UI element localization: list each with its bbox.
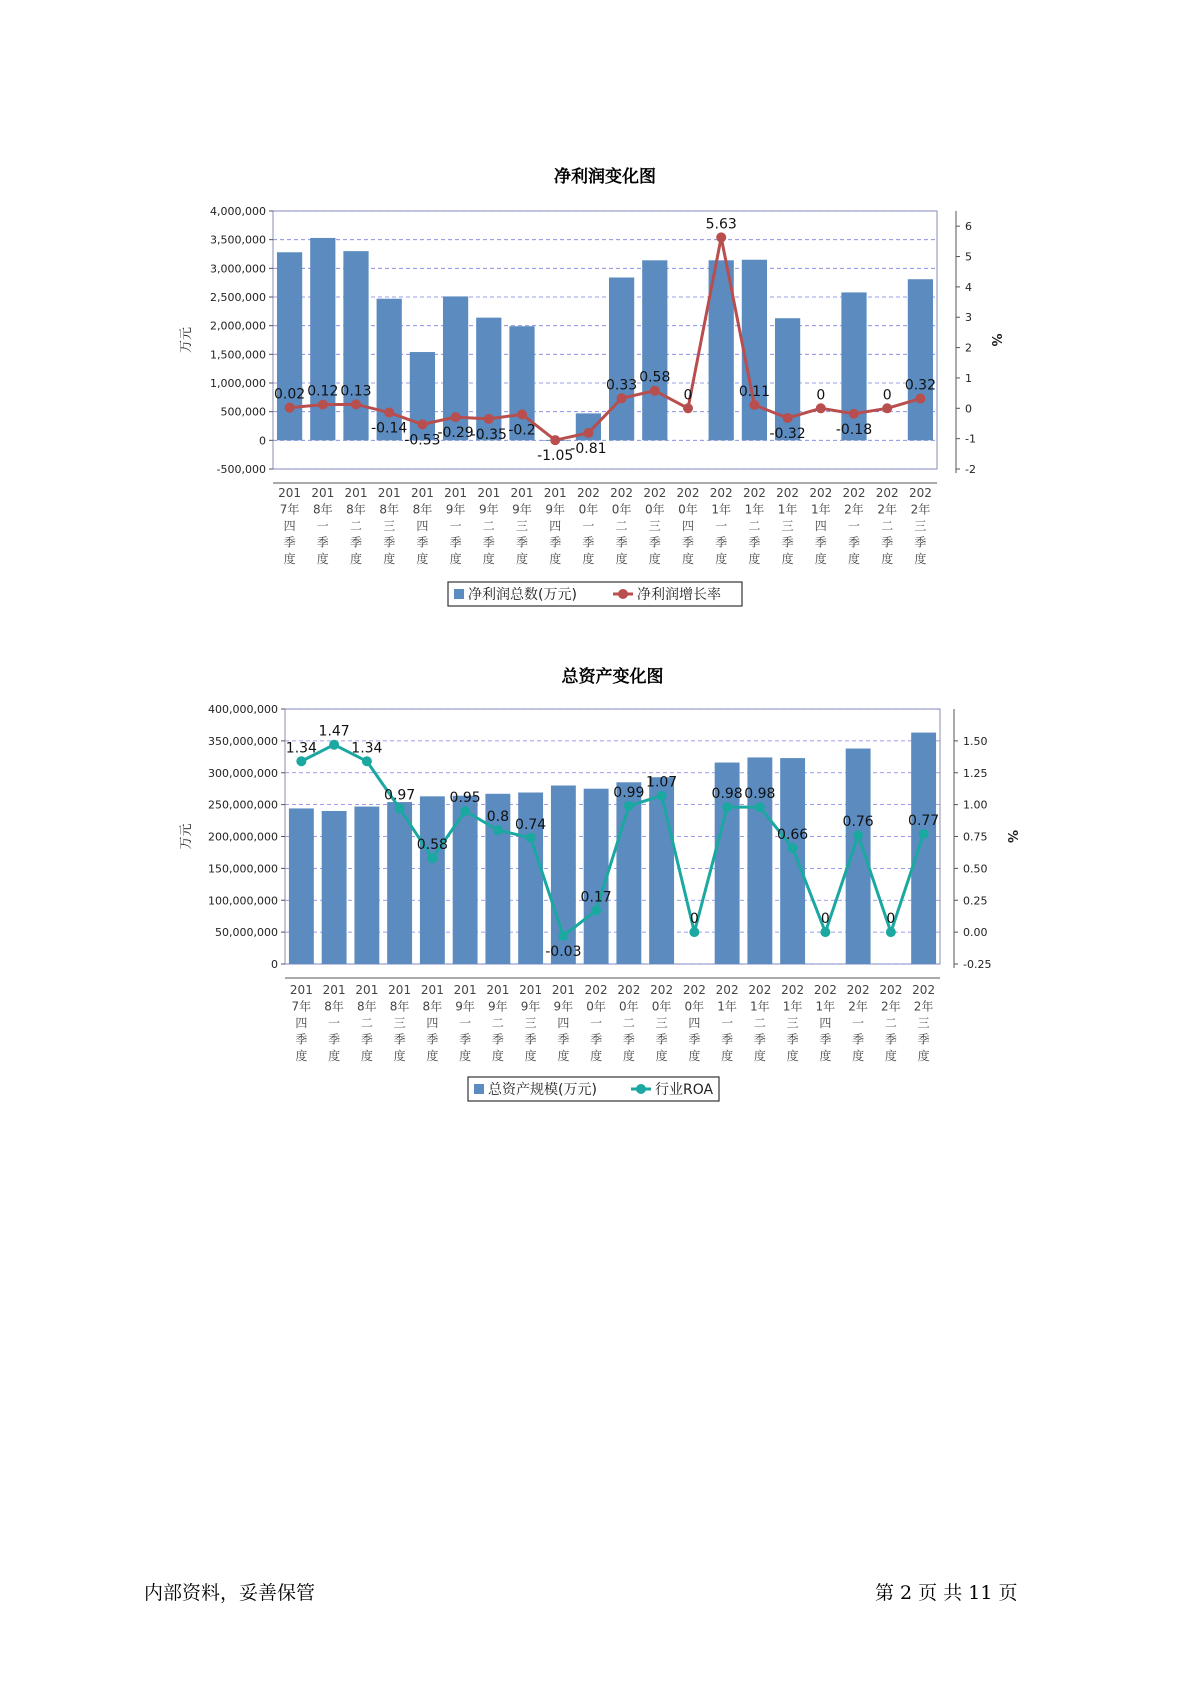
- legend: [468, 1077, 719, 1101]
- line-point: [517, 409, 527, 419]
- data-label: 0: [689, 911, 699, 928]
- y-left-tick-label: 3,500,000: [210, 233, 266, 247]
- y-left-tick-label: 500,000: [220, 405, 266, 419]
- y-right-axis-label: %: [1004, 829, 1019, 844]
- line-point: [583, 428, 593, 438]
- x-tick-label: 201 7年四季度: [289, 983, 313, 1063]
- y-left-tick-label: 150,000,000: [208, 862, 278, 876]
- y-right-tick-label: -1: [965, 432, 976, 446]
- y-left-tick-label: 50,000,000: [215, 926, 278, 940]
- data-label: 0.32: [904, 377, 936, 394]
- x-tick-label: 201 9年四季度: [543, 486, 567, 566]
- line-point: [749, 400, 759, 410]
- footer-confidential-note: 内部资料，妥善保管: [144, 1582, 316, 1604]
- data-label: 0.66: [777, 826, 809, 843]
- y-left-tick-label: 4,000,000: [210, 205, 266, 218]
- data-label: 1.47: [318, 723, 350, 740]
- bar: [310, 238, 335, 440]
- x-tick-label: 201 8年四季度: [410, 486, 434, 566]
- line-point: [816, 403, 826, 413]
- data-label: -0.53: [404, 432, 441, 449]
- x-tick-label: 201 9年三季度: [510, 486, 534, 566]
- data-label: -0.18: [835, 421, 873, 438]
- bar: [322, 811, 347, 964]
- line-point: [657, 791, 667, 801]
- x-tick-label: 202 1年三季度: [781, 983, 805, 1063]
- line-point: [783, 413, 793, 423]
- x-tick-label: 201 9年一季度: [453, 983, 477, 1063]
- line-point: [624, 801, 634, 811]
- data-label: 0.8: [486, 809, 510, 826]
- y-right-tick-label: 2: [965, 341, 972, 355]
- y-left-tick-label: 300,000,000: [208, 766, 278, 780]
- line-point: [329, 740, 339, 750]
- data-label: 0.99: [613, 784, 645, 801]
- y-right-tick-label: 0.25: [963, 894, 988, 908]
- line-point: [460, 806, 470, 816]
- bar: [289, 808, 314, 964]
- data-label: 0.13: [340, 383, 372, 400]
- x-tick-label: 201 8年三季度: [388, 983, 412, 1063]
- total-assets-chart-svg: [0, 658, 1191, 1118]
- y-left-tick-label: 400,000,000: [208, 703, 278, 716]
- data-label: -0.03: [545, 943, 582, 960]
- legend-line-marker: [618, 589, 628, 599]
- chart-title: 净利润变化图: [554, 167, 656, 187]
- line-point: [683, 403, 693, 413]
- data-label: 0.98: [711, 786, 743, 803]
- x-tick-label: 202 2年二季度: [879, 983, 903, 1063]
- y-left-tick-label: 250,000,000: [208, 798, 278, 812]
- line-point: [820, 927, 830, 937]
- data-label: 0.58: [416, 837, 448, 854]
- x-tick-label: 202 0年二季度: [610, 486, 634, 566]
- x-tick-label: 201 8年二季度: [355, 983, 379, 1063]
- legend-bar-label: 净利润总数(万元): [468, 587, 577, 603]
- data-label: 5.63: [705, 216, 737, 233]
- data-label: -0.14: [371, 420, 408, 437]
- y-right-tick-label: 0.75: [963, 830, 988, 844]
- line-point: [915, 394, 925, 404]
- y-right-tick-label: -2: [965, 463, 976, 476]
- line-point: [650, 386, 660, 396]
- legend-line-label: 净利润增长率: [637, 587, 721, 603]
- legend-bar-swatch: [454, 589, 464, 599]
- legend: [448, 582, 742, 606]
- y-right-tick-label: 0.00: [963, 926, 988, 940]
- data-label: 0.95: [449, 790, 481, 806]
- data-label: 0.58: [639, 369, 671, 386]
- data-label: 0.74: [515, 816, 547, 833]
- data-label: 1.34: [351, 740, 383, 757]
- x-tick-label: 202 2年三季度: [908, 486, 932, 566]
- x-tick-label: 202 1年一季度: [715, 983, 739, 1063]
- data-label: 0.11: [738, 383, 770, 400]
- x-tick-label: 201 8年一季度: [322, 983, 346, 1063]
- x-tick-label: 202 2年一季度: [846, 983, 870, 1063]
- x-tick-label: 202 0年一季度: [584, 983, 608, 1063]
- legend-line-marker: [636, 1084, 646, 1094]
- data-label: 0.02: [274, 386, 306, 403]
- bar: [343, 251, 368, 440]
- y-left-tick-label: 0: [259, 434, 266, 448]
- line-point: [318, 400, 328, 410]
- data-label: 0.33: [606, 377, 638, 394]
- line-point: [853, 830, 863, 840]
- x-tick-label: 201 9年四季度: [551, 983, 575, 1063]
- line-point: [351, 399, 361, 409]
- line-point: [558, 931, 568, 941]
- x-tick-label: 202 0年三季度: [643, 486, 667, 566]
- x-tick-label: 201 8年四季度: [420, 983, 444, 1063]
- y-right-tick-label: 1: [965, 371, 972, 385]
- x-tick-label: 202 2年三季度: [912, 983, 936, 1063]
- data-label: 0: [886, 911, 896, 928]
- data-label: -0.29: [437, 425, 474, 442]
- bar: [846, 749, 871, 964]
- x-tick-label: 202 0年二季度: [617, 983, 641, 1063]
- data-label: 1.34: [285, 740, 317, 757]
- line-point: [484, 414, 494, 424]
- data-label: -0.81: [570, 440, 607, 457]
- x-tick-label: 202 1年四季度: [809, 486, 833, 566]
- y-left-axis-label: 万元: [179, 823, 194, 850]
- y-right-axis-label: %: [988, 333, 1003, 347]
- line-point: [451, 412, 461, 422]
- line-point: [550, 435, 560, 445]
- legend-bar-swatch: [474, 1084, 484, 1094]
- line-point: [882, 403, 892, 413]
- y-left-tick-label: 1,500,000: [210, 348, 266, 362]
- line-point: [591, 905, 601, 915]
- y-left-tick-label: 0: [271, 958, 278, 971]
- line-point: [755, 802, 765, 812]
- y-right-tick-label: 1.25: [963, 766, 988, 780]
- bar: [642, 260, 667, 440]
- net-profit-chart-svg: [0, 160, 1191, 620]
- y-left-tick-label: 2,500,000: [210, 291, 266, 304]
- data-label: 0.77: [908, 812, 940, 829]
- x-tick-label: 201 7年四季度: [278, 486, 302, 566]
- bar: [420, 796, 445, 964]
- y-left-tick-label: -500,000: [216, 463, 266, 476]
- line-point: [296, 756, 306, 766]
- line-point: [427, 853, 437, 863]
- x-tick-label: 202 1年二季度: [742, 486, 766, 566]
- x-tick-label: 202 1年四季度: [813, 983, 837, 1063]
- x-tick-label: 202 2年二季度: [875, 486, 899, 566]
- y-left-tick-label: 3,000,000: [210, 262, 266, 276]
- x-tick-label: 202 0年三季度: [650, 983, 674, 1063]
- data-label: -1.05: [537, 448, 574, 465]
- y-right-tick-label: 0: [965, 402, 972, 416]
- y-right-tick-label: 5: [965, 250, 972, 264]
- legend-bar-label: 总资产规模(万元): [488, 1082, 597, 1098]
- line-point: [417, 419, 427, 429]
- y-left-tick-label: 1,000,000: [210, 377, 266, 390]
- bar: [780, 758, 805, 964]
- y-right-tick-label: 1.50: [963, 734, 988, 748]
- data-label: 0.17: [580, 889, 612, 906]
- x-tick-label: 202 0年四季度: [676, 486, 700, 566]
- x-tick-label: 201 8年三季度: [377, 486, 401, 566]
- bar: [609, 278, 634, 441]
- y-right-tick-label: 0.50: [963, 862, 988, 876]
- bar: [742, 260, 767, 441]
- bar: [354, 807, 379, 964]
- y-right-tick-label: -0.25: [963, 958, 992, 971]
- x-tick-label: 202 0年一季度: [576, 486, 600, 566]
- x-tick-label: 202 1年二季度: [748, 983, 772, 1063]
- x-tick-label: 202 1年三季度: [776, 486, 800, 566]
- data-label: -0.35: [470, 426, 507, 443]
- data-label: 0.12: [307, 383, 339, 400]
- line-point: [689, 927, 699, 937]
- x-tick-label: 201 9年一季度: [444, 486, 468, 566]
- data-label: 0: [816, 387, 826, 404]
- y-left-tick-label: 2,000,000: [210, 319, 266, 333]
- y-right-tick-label: 6: [965, 220, 972, 234]
- net-profit-chart: [0, 160, 1191, 620]
- line-point: [849, 409, 859, 419]
- line-point: [384, 408, 394, 418]
- data-label: 0: [820, 911, 830, 928]
- y-right-tick-label: 4: [965, 280, 972, 294]
- data-label: 0: [683, 387, 693, 404]
- data-label: 0.98: [744, 786, 776, 803]
- x-tick-label: 202 0年四季度: [682, 983, 706, 1063]
- bar: [649, 777, 674, 964]
- data-label: -0.2: [508, 422, 536, 439]
- line-point: [716, 232, 726, 242]
- data-label: -0.32: [769, 426, 806, 443]
- total-assets-chart: [0, 658, 1191, 1118]
- line-point: [493, 825, 503, 835]
- line-point: [788, 843, 798, 853]
- y-left-tick-label: 350,000,000: [208, 734, 278, 748]
- x-tick-label: 201 9年二季度: [477, 486, 501, 566]
- bar: [911, 733, 936, 964]
- y-right-tick-label: 1.00: [963, 798, 988, 812]
- data-label: 0: [882, 387, 892, 404]
- line-point: [617, 393, 627, 403]
- x-tick-label: 201 9年二季度: [486, 983, 510, 1063]
- footer-page-number: 第 2 页 共 11 页: [875, 1582, 1018, 1604]
- x-tick-label: 201 8年二季度: [344, 486, 368, 566]
- line-point: [526, 833, 536, 843]
- data-label: 1.07: [646, 774, 678, 791]
- y-left-tick-label: 200,000,000: [208, 830, 278, 844]
- x-tick-label: 202 2年一季度: [842, 486, 866, 566]
- bar: [908, 279, 933, 440]
- line-point: [285, 403, 295, 413]
- legend-line-label: 行业ROA: [655, 1082, 714, 1098]
- data-label: 0.76: [842, 814, 874, 831]
- bar: [387, 802, 412, 964]
- bar: [584, 789, 609, 964]
- line-point: [919, 829, 929, 839]
- x-tick-label: 202 1年一季度: [709, 486, 733, 566]
- line-point: [362, 756, 372, 766]
- x-tick-label: 201 9年三季度: [519, 983, 543, 1063]
- y-left-axis-label: 万元: [179, 326, 194, 354]
- chart-title: 总资产变化图: [561, 667, 664, 687]
- y-left-tick-label: 100,000,000: [208, 894, 278, 908]
- y-right-tick-label: 3: [965, 311, 972, 325]
- line-point: [722, 802, 732, 812]
- line-point: [395, 803, 405, 813]
- data-label: 0.97: [384, 787, 416, 804]
- line-point: [886, 927, 896, 937]
- x-tick-label: 201 8年一季度: [311, 486, 335, 566]
- bar: [377, 299, 402, 441]
